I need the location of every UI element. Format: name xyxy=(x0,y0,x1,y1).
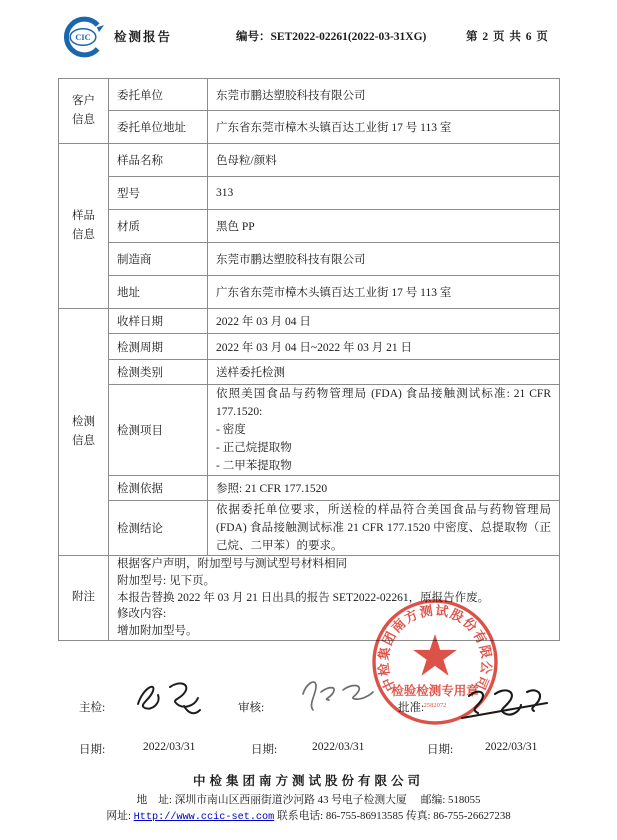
note-line: 本报告替换 2022 年 03 月 21 日出具的报告 SET2022-02261，原报告作废。 xyxy=(117,591,490,604)
field-value: 参照: 21 CFR 177.1520 xyxy=(208,476,560,501)
field-label: 检测周期 xyxy=(109,334,208,360)
field-label: 材质 xyxy=(109,210,208,243)
note-line: 修改内容: xyxy=(117,608,167,621)
field-value: 黑色 PP xyxy=(208,210,560,243)
seal-bottom-text: 检验检测专用章 xyxy=(391,684,479,698)
section-sample-info xyxy=(59,144,109,309)
reviewer-date-label: 日期: xyxy=(251,744,278,756)
inspector-signature-image xyxy=(128,676,206,722)
field-value: 广东省东莞市樟木头镇百达工业街 17 号 113 室 xyxy=(208,111,560,144)
field-value: 2022 年 03 月 04 日 xyxy=(208,309,560,334)
test-item: - 密度 xyxy=(216,424,246,436)
field-value: 广东省东莞市樟木头镇百达工业街 17 号 113 室 xyxy=(208,276,560,309)
approver-label: 批准: xyxy=(398,702,425,714)
field-value: 色母粒/颜料 xyxy=(208,144,560,177)
report-title: 检测报告 xyxy=(114,30,173,44)
seal-star-icon xyxy=(413,634,457,676)
field-label: 收样日期 xyxy=(109,309,208,334)
section-test-info xyxy=(59,309,109,556)
field-label: 委托单位地址 xyxy=(109,111,208,144)
field-label: 检测依据 xyxy=(109,476,208,501)
test-item: - 二甲苯提取物 xyxy=(216,460,292,472)
section-label: 客户信息 xyxy=(71,95,95,126)
note-line: 增加附加型号。 xyxy=(117,625,198,638)
section-label: 样品信息 xyxy=(71,210,95,241)
report-number-label: 编号： xyxy=(236,31,271,43)
inspector-label: 主检: xyxy=(79,702,106,714)
reviewer-date-value: 2022/03/31 xyxy=(312,741,365,753)
inspector-date-label: 日期: xyxy=(79,744,106,756)
reviewer-label: 审核: xyxy=(238,702,265,714)
footer-web-label: 网址: xyxy=(106,810,134,822)
field-value-test-items xyxy=(208,385,560,476)
footer-phone: 联系电话: 86-755-86913585 xyxy=(276,810,404,822)
approver-date-label: 日期: xyxy=(427,744,454,756)
field-value: 东莞市鹏达塑胶科技有限公司 xyxy=(208,243,560,276)
footer-postcode: 邮编: 518055 xyxy=(420,794,481,806)
field-label: 检测类别 xyxy=(109,360,208,385)
ccic-logo-icon xyxy=(60,15,106,59)
footer-fax: 传真: 86-755-26627238 xyxy=(405,810,511,822)
field-label: 检测结论 xyxy=(109,501,208,556)
section-label: 附注 xyxy=(71,591,95,604)
footer-address: 地 址: 深圳市南山区西丽街道沙河路 43 号电子检测大厦 xyxy=(136,794,407,806)
report-number xyxy=(236,28,426,44)
approver-date-value: 2022/03/31 xyxy=(485,741,538,753)
approver-signature-image xyxy=(457,682,551,728)
field-label: 地址 xyxy=(109,276,208,309)
note-line: 根据客户声明，附加型号与测试型号材料相同 xyxy=(117,558,347,570)
page-indicator: 第 2 页 共 6 页 xyxy=(466,31,549,43)
field-label: 检测项目 xyxy=(109,385,208,476)
footer-contact-line xyxy=(0,808,617,823)
seal-serial: 2582072 xyxy=(423,702,447,709)
field-value-conclusion: 依据委托单位要求，所送检的样品符合美国食品与药物管理局 (FDA) 食品接触测试标准 21 CFR 177.1520 中密度、总提取物（正己烷、二甲苯）的要求。 xyxy=(208,501,560,556)
section-customer-info xyxy=(59,79,109,144)
section-notes xyxy=(59,556,109,641)
field-label: 样品名称 xyxy=(109,144,208,177)
field-label: 委托单位 xyxy=(109,79,208,111)
inspector-date-value: 2022/03/31 xyxy=(143,741,196,753)
reviewer-signature-image xyxy=(293,672,377,716)
test-items-intro: 依照美国食品与药物管理局 (FDA) 食品接触测试标准: 21 CFR 177.1520: xyxy=(216,388,551,418)
field-label: 制造商 xyxy=(109,243,208,276)
section-label: 检测信息 xyxy=(71,416,95,447)
field-label: 型号 xyxy=(109,177,208,210)
report-number-value: SET2022-02261(2022-03-31XG) xyxy=(270,31,427,43)
note-line: 附加型号: 见下页。 xyxy=(117,574,216,587)
footer-address-line xyxy=(0,792,617,807)
field-value: 东莞市鹏达塑胶科技有限公司 xyxy=(208,79,560,111)
test-item: - 正己烷提取物 xyxy=(216,442,292,454)
logo-text: CIC xyxy=(75,33,91,43)
field-value: 313 xyxy=(208,177,560,210)
seal-company-arc-text: 中检集团南方测试股份有限公司 xyxy=(375,602,495,694)
field-value: 2022 年 03 月 04 日~2022 年 03 月 21 日 xyxy=(208,334,560,360)
field-value: 送样委托检测 xyxy=(208,360,560,385)
report-info-table xyxy=(58,78,560,641)
footer-company-name: 中检集团南方测试股份有限公司 xyxy=(192,774,424,788)
footer-url-link[interactable]: Http://www.ccic-set.com xyxy=(133,812,275,823)
